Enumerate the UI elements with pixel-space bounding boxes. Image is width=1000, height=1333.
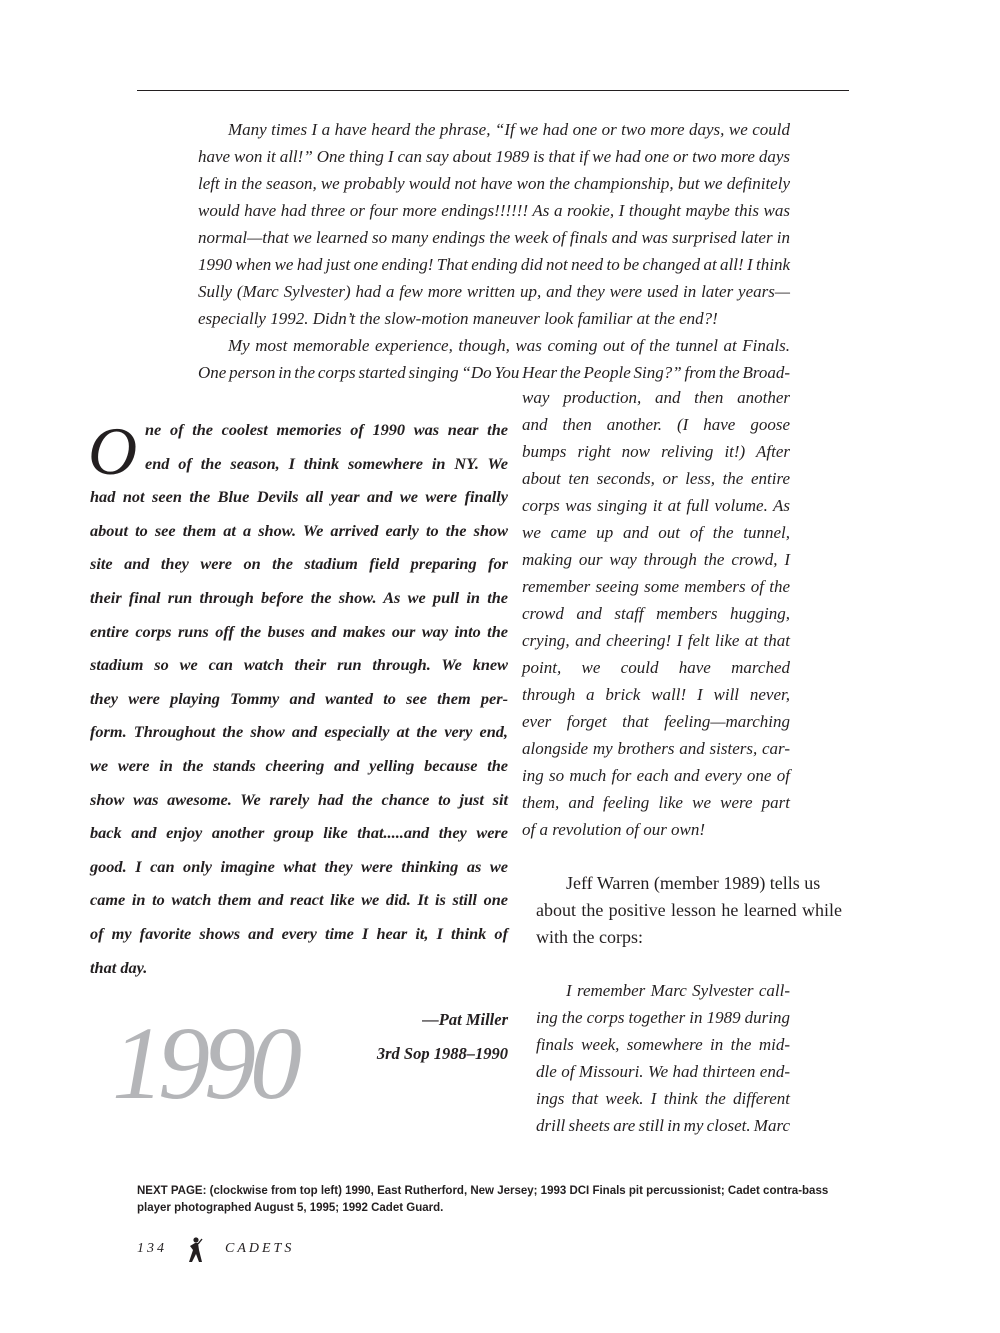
text-line: ings that week. I think the different bbox=[536, 1089, 790, 1108]
pull-quote-line: ne of the coolest memories of 1990 was near the bbox=[145, 420, 508, 439]
text-line: about the positive lesson he learned while bbox=[536, 900, 842, 920]
page-number: 134 bbox=[137, 1241, 167, 1256]
pull-quote-line: site and they were on the stadium field preparing for bbox=[90, 554, 508, 574]
text-line: crowd and staff members hugging, bbox=[522, 604, 790, 623]
text-line: through a brick wall! I will never, bbox=[522, 685, 790, 704]
pull-quote-line: end of the season, I think somewhere in NY. We bbox=[145, 453, 508, 473]
text-line: My most memorable experience, though, was coming out of the tunnel at Finals. bbox=[228, 336, 790, 355]
pull-quote-line: show was awesome. We rarely had the chance to just sit bbox=[90, 789, 508, 809]
text-line: have won it all!” One thing I can say about 1989 is that if we had one or two more days bbox=[198, 147, 790, 166]
quote-author: —Pat Miller bbox=[422, 1010, 508, 1029]
pull-quote-line: had not seen the Blue Devils all year and we were finally bbox=[90, 487, 508, 507]
text-line: and then another. (I have goose bbox=[522, 415, 790, 434]
pull-quote-line: stadium so we can watch their run through. We knew bbox=[90, 655, 508, 675]
text-line: with the corps: bbox=[536, 927, 643, 947]
text-line: ever forget that feeling—marching bbox=[522, 712, 790, 731]
text-line: bumps right now reliving it!) After bbox=[522, 442, 790, 461]
text-line: Many times I a have heard the phrase, “If we had one or two more days, we could bbox=[228, 120, 790, 139]
text-line: Sully (Marc Sylvester) had a few more written up, and they were used in later years— bbox=[198, 282, 790, 301]
text-line: dle of Missouri. We had thirteen end- bbox=[536, 1062, 790, 1081]
text-line: making our way through the crowd, I bbox=[522, 550, 790, 569]
pull-quote-line: about to see them at a show. We arrived early to the show bbox=[90, 520, 508, 540]
text-line: of a revolution of our own! bbox=[522, 820, 706, 839]
pull-quote-line: of my favorite shows and every time I hear it, I think of bbox=[90, 924, 508, 943]
text-line: especially 1992. Didn’t the slow-motion maneuver look familiar at the end?! bbox=[198, 309, 718, 328]
text-line: alongside my brothers and sisters, car- bbox=[522, 739, 790, 758]
text-line: them, and feeling like we were part bbox=[522, 793, 790, 812]
text-line: we came up and out of the tunnel, bbox=[522, 523, 790, 542]
photo-caption: NEXT PAGE: (clockwise from top left) 1990, East Rutherford, New Jersey; 1993 DCI Finals pit percussionist; Cadet contra-bass player photographed August 5, 1995; 1992 Cadet Guard. bbox=[137, 1185, 829, 1214]
pull-quote-line: we were in the stands cheering and yelling because the bbox=[90, 756, 508, 775]
text-line: corps was singing it at full volume. As bbox=[522, 496, 790, 515]
text-line: point, we could have marched bbox=[522, 658, 790, 677]
pull-quote-line: their final run through before the show. As we pull in the bbox=[90, 588, 508, 607]
text-line: way production, and then another bbox=[522, 388, 790, 407]
text-line: would have had three or four more endings!!!!!! As a rookie, I thought maybe this was bbox=[198, 201, 790, 220]
year-watermark: 1990 bbox=[112, 1006, 296, 1121]
pull-quote-line: they were playing Tommy and wanted to see them per- bbox=[90, 688, 508, 708]
pull-quote-line: form. Throughout the show and especially at the very end, bbox=[90, 722, 508, 742]
pull-quote-line: back and enjoy another group like that.....and they were bbox=[90, 823, 508, 843]
drop-cap: O bbox=[88, 413, 138, 489]
pull-quote-line: came in to watch them and react like we did. It is still one bbox=[90, 890, 508, 910]
pull-quote-line: entire corps runs off the buses and makes our way into the bbox=[90, 621, 508, 641]
pull-quote-line: good. I can only imagine what they were thinking as we bbox=[90, 856, 508, 876]
text-line: left in the season, we probably would not have won the championship, but we definitely bbox=[198, 174, 790, 193]
text-line: ing the corps together in 1989 during bbox=[536, 1008, 790, 1027]
drum-major-icon bbox=[186, 1236, 204, 1264]
text-line: remember seeing some members of the bbox=[522, 577, 790, 596]
text-line: One person in the corps started singing “Do You Hear the People Sing?” from the Broad- bbox=[198, 363, 790, 382]
text-line: normal—that we learned so many endings the week of finals and was surprised later in bbox=[198, 228, 790, 247]
text-line: drill sheets are still in my closet. Marc bbox=[536, 1116, 790, 1135]
text-line: about ten seconds, or less, the entire bbox=[522, 469, 790, 488]
text-line: ing so much for each and every one of bbox=[522, 766, 790, 785]
quote-author-role: 3rd Sop 1988–1990 bbox=[376, 1044, 508, 1063]
text-line: finals week, somewhere in the mid- bbox=[536, 1035, 790, 1054]
book-title: CADETS bbox=[225, 1241, 295, 1256]
pull-quote-line: that day. bbox=[90, 957, 148, 977]
text-line: crying, and cheering! I felt like at that bbox=[522, 631, 790, 650]
text-line: I remember Marc Sylvester call- bbox=[566, 981, 790, 1000]
header-rule bbox=[137, 90, 849, 91]
text-line: Jeff Warren (member 1989) tells us bbox=[566, 873, 821, 893]
text-line: 1990 when we had just one ending! That ending did not need to be changed at all! I think bbox=[198, 255, 790, 274]
